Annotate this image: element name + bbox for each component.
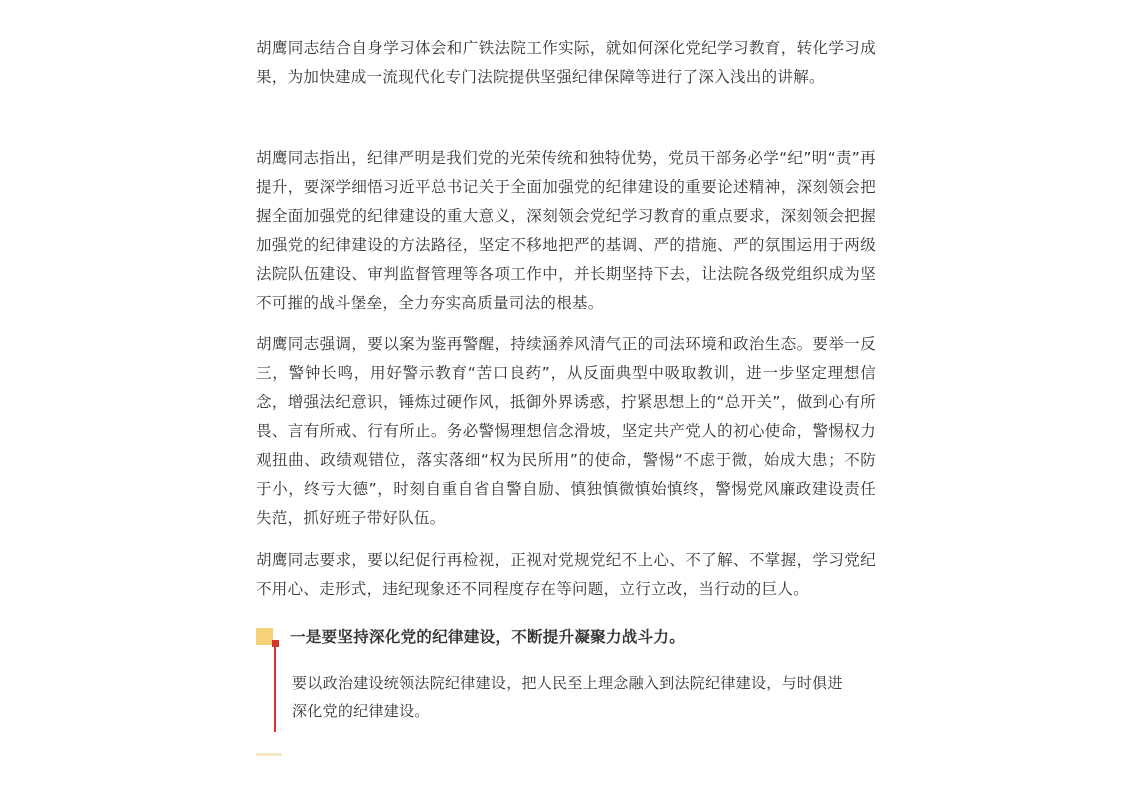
section-marker-yellow — [256, 628, 273, 645]
next-section-marker — [256, 753, 282, 756]
paragraph-warning: 胡鹰同志强调，要以案为鉴再警醒，持续涵养风清气正的司法环境和政治生态。要举一反三，警钟长鸣，用好警示教育“苦口良药”，从反面典型中吸取教训，进一步坚定理想信念，增强法纪意识，锤炼过硬作风，抵御外界诱惑，拧紧思想上的“总开关”，做到心有所畏、言有所戒、行有所止。务必警惕理想信念滑坡，坚定共产党人的初心使命，警惕权力观扭曲、政绩观错位，落实落细“权为民所用”的使命，警惕“不虑于微，始成大患；不防于小，终亏大德”，时刻自重自省自警自励、慎独慎微慎始慎终，警惕党风廉政建设责任失范，抓好班子带好队伍。 — [256, 335, 876, 527]
section-vertical-line — [274, 647, 276, 732]
section-marker-red — [272, 640, 279, 647]
section-body: 要以政治建设统领法院纪律建设，把人民至上理念融入到法院纪律建设，与时俱进深化党的纪律建设。 — [292, 674, 843, 720]
section-heading: 一是要坚持深化党的纪律建设，不断提升凝聚力战斗力。 — [290, 628, 686, 646]
paragraph-discipline: 胡鹰同志指出，纪律严明是我们党的光荣传统和独特优势，党员干部务必学“纪”明“责”再提升，要深学细悟习近平总书记关于全面加强党的纪律建设的重要论述精神，深刻领会把握全面加强党的纪律建设的重大意义，深刻领会党纪学习教育的重点要求，深刻领会把握加强党的纪律建设的方法路径，坚定不移地把严的基调、严的措施、严的氛围运用于两级法院队伍建设、审判监督管理等各项工作中，并长期坚持下去，让法院各级党组织成为坚不可摧的战斗堡垒，全力夯实高质量司法的根基。 — [256, 149, 876, 312]
paragraph-requirement: 胡鹰同志要求，要以纪促行再检视，正视对党规党纪不上心、不了解、不掌握，学习党纪不用心、走形式，违纪现象还不同程度存在等问题，立行立改，当行动的巨人。 — [256, 551, 876, 598]
paragraph-intro: 胡鹰同志结合自身学习体会和广铁法院工作实际，就如何深化党纪学习教育，转化学习成果，为加快建成一流现代化专门法院提供坚强纪律保障等进行了深入浅出的讲解。 — [256, 39, 876, 86]
